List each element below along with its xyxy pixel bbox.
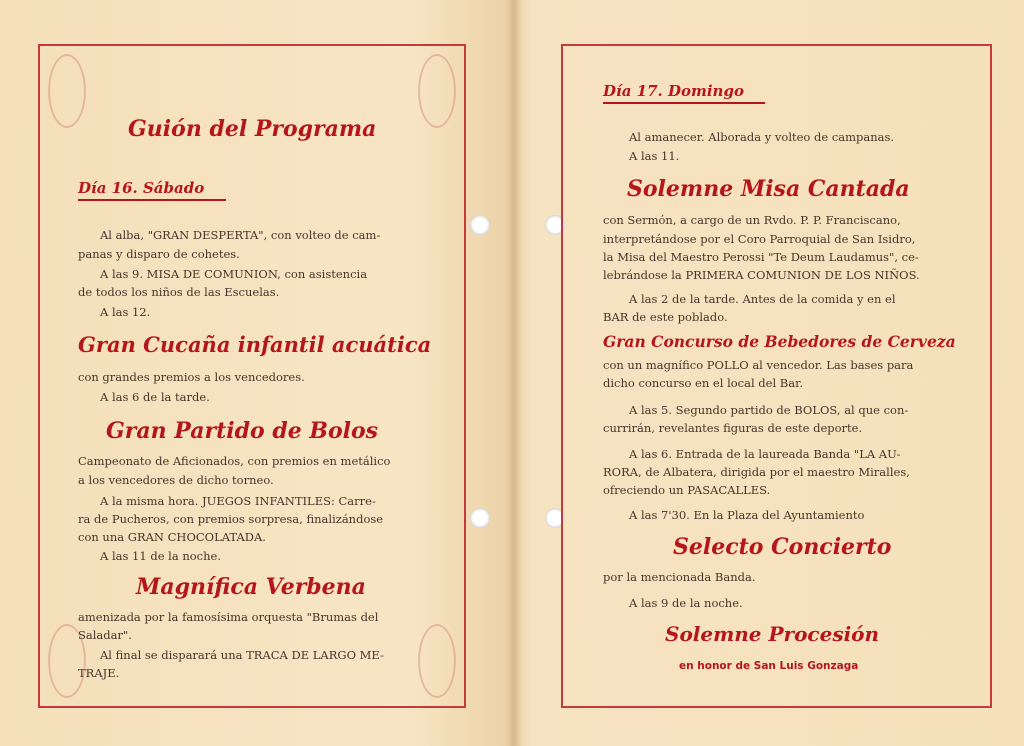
text-line: A las 6. Entrada de la laureada Banda "LA AU-: [629, 447, 901, 461]
text-line: con un magnífico POLLO al vencedor. Las bases para: [603, 358, 914, 372]
text-line: currirán, revelantes figuras de este deporte.: [603, 421, 863, 435]
day-underline: [78, 199, 226, 201]
text-line: A las 11 de la noche.: [100, 549, 221, 563]
day-underline: [603, 102, 765, 104]
text-line: panas y disparo de cohetes.: [78, 247, 240, 261]
text-line: A las 9. MISA DE COMUNION, con asistencia: [100, 267, 368, 281]
corner-ornament: [48, 54, 86, 128]
text-line: amenizada por la famosísima orquesta "Brumas del: [78, 610, 379, 624]
text-line: con grandes premios a los vencedores.: [78, 370, 305, 384]
corner-ornament: [418, 624, 456, 698]
text-line: dicho concurso en el local del Bar.: [603, 376, 803, 390]
center-fold: [505, 0, 523, 746]
text-line: con una GRAN CHOCOLATADA.: [78, 530, 266, 544]
text-line: BAR de este poblado.: [603, 310, 728, 324]
text-line: Al alba, "GRAN DESPERTA", con volteo de cam-: [100, 228, 381, 242]
text-line: Saladar".: [78, 628, 132, 642]
left-page: [38, 44, 466, 708]
heading-concurso: Gran Concurso de Bebedores de Cerveza: [603, 332, 956, 351]
day-heading-saturday: Día 16. Sábado: [78, 179, 205, 197]
text-line: Al amanecer. Alborada y volteo de campanas.: [629, 130, 895, 144]
program-title: Guión del Programa: [128, 116, 377, 142]
text-line: A la misma hora. JUEGOS INFANTILES: Carre-: [100, 494, 376, 508]
text-line: de todos los niños de las Escuelas.: [78, 285, 280, 299]
right-page: [561, 44, 992, 708]
text-line: la Misa del Maestro Perossi "Te Deum Laudamus", ce-: [603, 250, 919, 264]
text-line: A las 2 de la tarde. Antes de la comida y en el: [629, 292, 896, 306]
heading-procesion: Solemne Procesión: [665, 622, 880, 646]
text-line: A las 7'30. En la Plaza del Ayuntamiento: [629, 508, 865, 522]
procesion-subtitle: en honor de San Luis Gonzaga: [679, 660, 859, 672]
text-line: ra de Pucheros, con premios sorpresa, finalizándose: [78, 512, 384, 526]
heading-verbena: Magnífica Verbena: [136, 574, 366, 600]
heading-cucana: Gran Cucaña infantil acuática: [78, 332, 432, 357]
text-line: ofreciendo un PASACALLES.: [603, 483, 771, 497]
text-line: Campeonato de Aficionados, con premios en metálico: [78, 454, 391, 468]
text-line: por la mencionada Banda.: [603, 570, 756, 584]
text-line: A las 9 de la noche.: [629, 596, 743, 610]
text-line: Al final se disparará una TRACA DE LARGO ME-: [100, 648, 384, 662]
text-line: A las 11.: [629, 149, 680, 163]
corner-ornament: [418, 54, 456, 128]
text-line: a los vencedores de dicho torneo.: [78, 473, 274, 487]
text-line: lebrándose la PRIMERA COMUNION DE LOS NIÑOS.: [603, 268, 920, 282]
heading-bolos: Gran Partido de Bolos: [106, 418, 379, 444]
text-line: A las 5. Segundo partido de BOLOS, al que con-: [629, 403, 909, 417]
text-line: A las 6 de la tarde.: [100, 390, 210, 404]
text-line: interpretándose por el Coro Parroquial de San Isidro,: [603, 232, 916, 246]
punch-hole: [470, 508, 490, 528]
text-line: A las 12.: [100, 305, 151, 319]
text-line: con Sermón, a cargo de un Rvdo. P. P. Franciscano,: [603, 213, 901, 227]
punch-hole: [470, 215, 490, 235]
heading-concierto: Selecto Concierto: [673, 534, 892, 560]
text-line: TRAJE.: [78, 666, 120, 680]
text-line: RORA, de Albatera, dirigida por el maestro Miralles,: [603, 465, 910, 479]
heading-misa: Solemne Misa Cantada: [627, 176, 910, 202]
day-heading-sunday: Día 17. Domingo: [603, 82, 744, 100]
